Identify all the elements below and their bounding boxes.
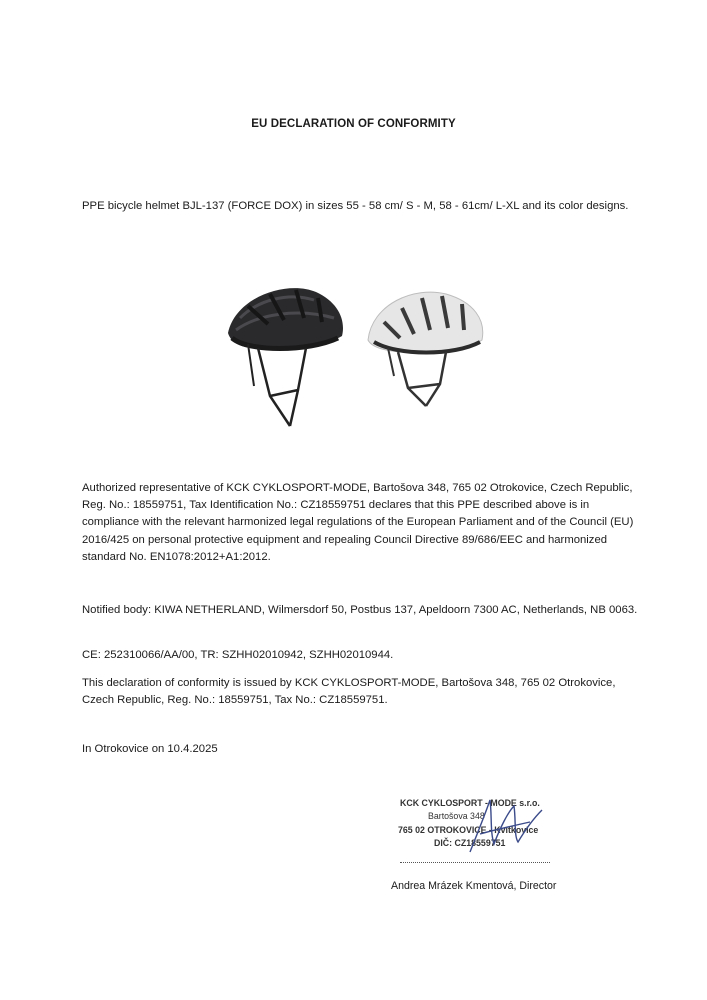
authorized-representative-statement: Authorized representative of KCK CYKLOSPORT-MODE, Bartošova 348, 765 02 Otrokovice, Czech Republic, Reg. No.: 18559751, Tax Identification No.: CZ18559751 declares that this PPE described above is in compliance with the relevant harmonized legal regulations of the European Parliament and of the Council (EU) 2016/425 on personal protective equipment and repealing Council Directive 89/686/EEC and harmonized standard No. EN1078:2012+A1:2012. (82, 482, 634, 563)
ce-certificates: CE: 252310066/AA/00, TR: SZHH02010942, SZHH02010944. (82, 649, 394, 661)
white-helmet-image (368, 292, 483, 406)
handwritten-signature (460, 792, 550, 862)
document-title: EU DECLARATION OF CONFORMITY (251, 118, 456, 130)
issuer-statement: This declaration of conformity is issued by KCK CYKLOSPORT-MODE, Bartošova 348, 765 02 Otrokovice, Czech Republic, Reg. No.: 18559751, Tax No.: CZ18559751. (82, 677, 616, 706)
signature-line (400, 862, 550, 863)
stamp-tax-id: DIČ: CZ18559751 (434, 838, 506, 848)
signatory-name: Andrea Mrázek Kmentová, Director (391, 880, 557, 892)
notified-body: Notified body: KIWA NETHERLAND, Wilmersdorf 50, Postbus 137, Apeldoorn 7300 AC, Netherlands, NB 0063. (82, 604, 638, 616)
stamp-street: Bartošova 348 (428, 811, 485, 821)
stamp-city: 765 02 OTROKOVICE - Kvítkovice (398, 825, 539, 835)
stamp-company-name: KCK CYKLOSPORT - MODE s.r.o. (400, 798, 540, 808)
black-helmet-image (228, 288, 343, 426)
product-description: PPE bicycle helmet BJL-137 (FORCE DOX) in sizes 55 - 58 cm/ S - M, 58 - 61cm/ L-XL and its color designs. (82, 200, 629, 212)
helmet-photos (218, 278, 488, 430)
place-and-date: In Otrokovice on 10.4.2025 (82, 743, 218, 755)
